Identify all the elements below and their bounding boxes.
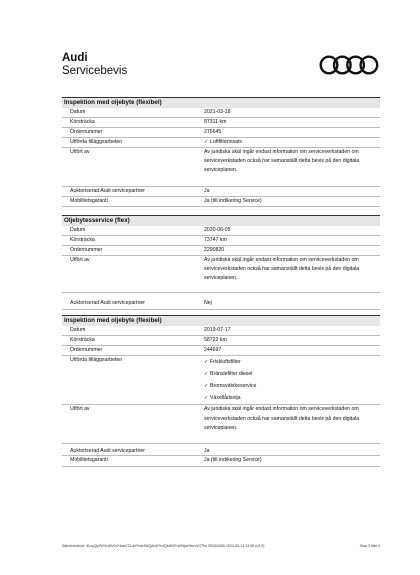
page-number: Sida 3 från 4 [359, 544, 380, 548]
label: Utförda tilläggsarbeten [70, 139, 123, 145]
row-mileage [62, 336, 380, 346]
label: Mobilitetsgaranti [70, 457, 108, 463]
row-date [62, 108, 380, 118]
label: Utförda tilläggsarbeten [70, 357, 123, 363]
security-code: Säkerhetskod: 9LuyQyZWih-tAV0X*4zeCCLdX%rtcK6QAmE%4Qbi8OFqON|ar%mV4/7Pm SE404200 2024-09-13 13:56 (v2.0) [62, 544, 265, 548]
label: Utfört av [70, 406, 90, 412]
check-item-row [204, 368, 382, 380]
row-mileage [62, 236, 380, 246]
value: 73747 km [204, 237, 227, 243]
document-title: Servicebevis [62, 65, 128, 77]
row-performed-by [62, 405, 380, 444]
label: Datum [70, 109, 86, 115]
label: Utfört av [70, 257, 90, 263]
label: Körsträcka [70, 119, 95, 125]
label: Ordernummer [70, 347, 103, 353]
check-item: Bränslefilter diesel [210, 371, 253, 377]
label: Ordernummer [70, 129, 103, 135]
value: Ja [204, 188, 210, 194]
audi-rings-logo [319, 54, 379, 76]
service-entry-2 [62, 215, 380, 310]
label: Auktoriserad Audi servicepartner [70, 448, 145, 454]
row-order [62, 346, 380, 356]
check-icon: ✓ [204, 359, 209, 365]
section-title: Inspektion med oljebyte (flexibel) [62, 97, 380, 108]
check-icon: ✓ [204, 371, 209, 377]
row-date [62, 326, 380, 336]
value: 2290820 [204, 247, 225, 253]
value: 244697 [204, 347, 222, 353]
value: 2020-06-05 [204, 227, 231, 233]
check-item-row [204, 380, 382, 392]
service-entry-1 [62, 97, 380, 207]
row-date [62, 226, 380, 236]
label: Ordernummer [70, 247, 103, 253]
row-mobility-guarantee [62, 197, 380, 207]
value: 276645 [204, 129, 222, 135]
label: Körsträcka [70, 337, 95, 343]
value: 87311 km [204, 119, 227, 125]
section-title: Inspektion med oljebyte (flexibel) [62, 315, 380, 326]
check-item: Växellådsolja [210, 395, 241, 401]
document-header [62, 52, 127, 78]
row-additional-work [62, 356, 380, 405]
check-item: Friskluftsfilter [210, 359, 241, 365]
row-mileage [62, 118, 380, 128]
label: Auktoriserad Audi servicepartner [70, 300, 145, 306]
value: Av juridiska skäl ingår endast information om serviceverkstaden om serviceverkstaden också har samanställt detta bevis på den digitala serviceplanen. [204, 406, 360, 431]
value: Nej [204, 300, 212, 306]
check-icon: ✓ [204, 139, 209, 145]
row-performed-by [62, 256, 380, 293]
row-order [62, 128, 380, 138]
check-icon: ✓ [204, 395, 209, 401]
check-item: Bromsvätskeservice [210, 383, 257, 389]
page-footer [62, 544, 380, 548]
check-icon: ✓ [204, 383, 209, 389]
check-item-row [204, 356, 382, 368]
label: Mobilitetsgaranti [70, 198, 108, 204]
value: Ja (till indikering Service) [204, 457, 262, 463]
row-additional-work [62, 138, 380, 148]
value: Ja (till indikering Service) [204, 198, 262, 204]
row-authorized-partner [62, 293, 380, 310]
value: 2019-07-17 [204, 327, 231, 333]
row-performed-by [62, 148, 380, 187]
label: Auktoriserad Audi servicepartner [70, 188, 145, 194]
row-mobility-guarantee [62, 456, 380, 467]
row-authorized-partner [62, 187, 380, 197]
check-list [204, 138, 382, 146]
value: 2021-03-18 [204, 109, 231, 115]
row-authorized-partner [62, 444, 380, 456]
value: Av juridiska skäl ingår endast information om serviceverkstaden om serviceverkstaden också har samanställt detta bevis på den digitala serviceplanen. [204, 149, 360, 173]
value: Av juridiska skäl ingår endast information om serviceverkstaden om serviceverkstaden också har samanställt detta bevis på den digitala serviceplanen. [204, 257, 360, 281]
row-order [62, 246, 380, 256]
brand-name: Audi [62, 52, 88, 64]
label: Datum [70, 227, 86, 233]
section-title: Oljebytesservice (flex) [62, 215, 380, 226]
value: Ja [204, 448, 210, 454]
check-list [204, 356, 382, 404]
check-item-row [204, 392, 382, 404]
value: 58722 km [204, 337, 227, 343]
service-entry-3 [62, 315, 380, 467]
label: Datum [70, 327, 86, 333]
check-item: Luftfilterinsats [210, 139, 243, 145]
label: Utfört av [70, 149, 90, 155]
label: Körsträcka [70, 237, 95, 243]
